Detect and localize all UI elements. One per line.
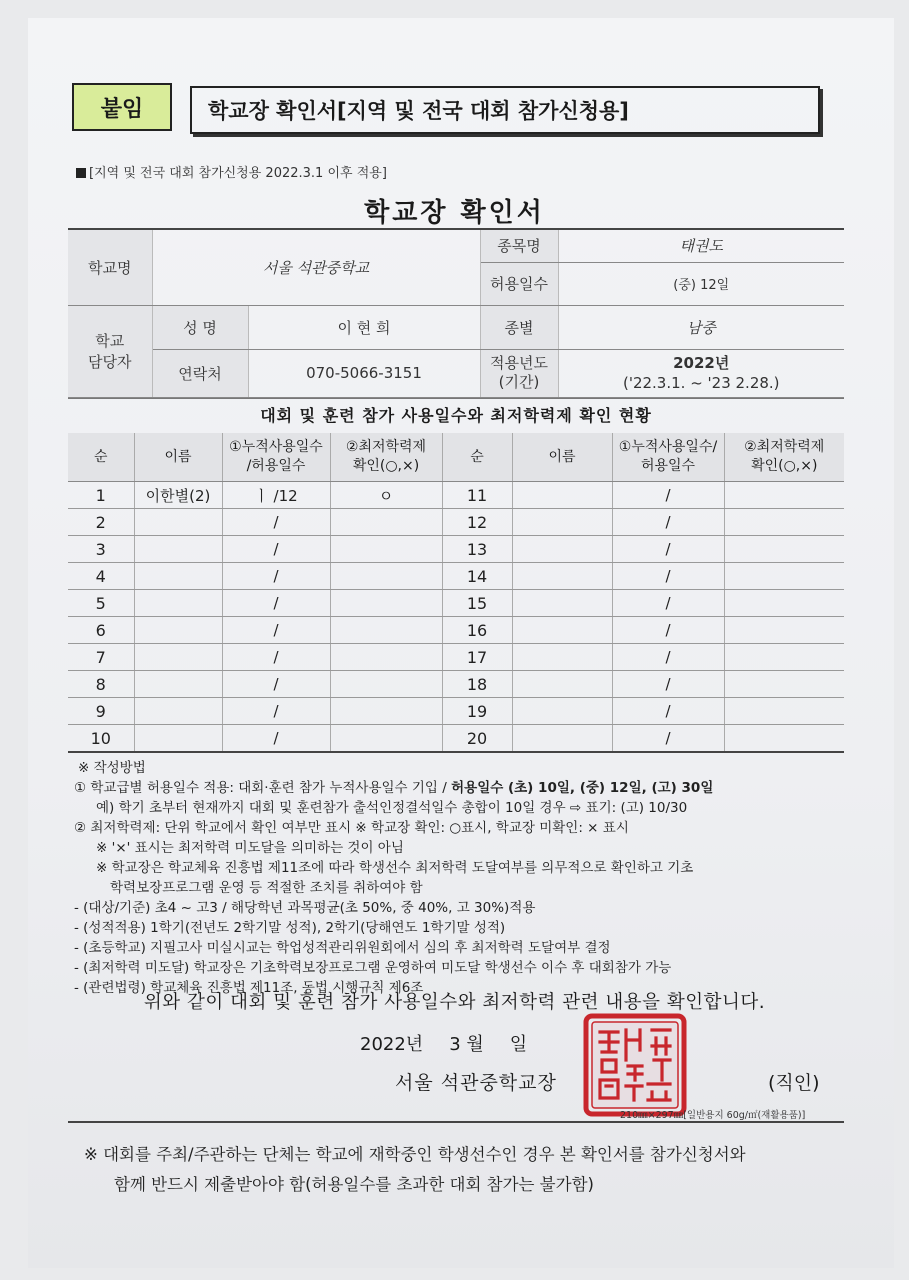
stamp-label: (직인) (768, 1072, 820, 1094)
row-min-check (330, 617, 442, 644)
row-name-2 (512, 671, 612, 698)
row-number: 1 (68, 482, 134, 509)
row-min-check-2 (724, 698, 844, 725)
row-number-2: 15 (442, 590, 512, 617)
guide-line-9: - (관련법령) 학교체육 진흥법 제11조, 동법 시행규칙 제6조 (74, 980, 424, 996)
row-days: / (222, 644, 330, 671)
row-min-check (330, 509, 442, 536)
row-min-check-2 (724, 725, 844, 753)
contact-label: 연락처 (152, 349, 248, 397)
row-number: 9 (68, 698, 134, 725)
col-seq-2: 순 (442, 433, 512, 482)
row-days: / (222, 617, 330, 644)
row-min-check (330, 671, 442, 698)
school-principal-sign: 서울 석관중학교장 (395, 1072, 557, 1094)
guide-line-5: - (대상/기준) 초4 ~ 고3 / 해당학년 과목평균(초 50%, 중 40%, 고 30%)적용 (74, 900, 536, 916)
row-min-check-2 (724, 617, 844, 644)
row-days: / (222, 698, 330, 725)
table-row (68, 698, 844, 725)
guide-line-4: ※ 학교장은 학교체육 진흥법 제11조에 따라 학생선수 최저학력 도달여부를 의무적으로 확인하고 기초 (96, 860, 694, 876)
row-days: / (222, 536, 330, 563)
row-days: / (222, 725, 330, 753)
row-number: 8 (68, 671, 134, 698)
row-name-2 (512, 644, 612, 671)
row-name-2 (512, 536, 612, 563)
year-label: 적용년도 (기간) (480, 349, 558, 397)
contact-value: 070-5066-3151 (248, 349, 480, 397)
row-min-check-2 (724, 482, 844, 509)
row-days: / (222, 563, 330, 590)
roster-body (68, 482, 844, 753)
row-name-2 (512, 563, 612, 590)
row-number-2: 14 (442, 563, 512, 590)
guide-line-3: ※ '×' 표시는 최저학력 미도달을 의미하는 것이 아님 (96, 840, 404, 856)
table-row (68, 590, 844, 617)
manager-label: 학교 담당자 (68, 305, 152, 397)
row-days: / (222, 671, 330, 698)
row-days-2: / (612, 563, 724, 590)
row-min-check (330, 563, 442, 590)
gender-label: 종별 (480, 305, 558, 349)
row-number: 2 (68, 509, 134, 536)
table-row (68, 671, 844, 698)
guide-line-1: ① 학교급별 허용일수 적용: 대회·훈련 참가 누적사용일수 기입 / 허용일수 (초) 10일, (중) 12일, (고) 30일 (74, 780, 714, 796)
school-label: 학교명 (68, 229, 152, 305)
confirmation-statement: 위와 같이 대회 및 훈련 참가 사용일수와 최저학력 관련 내용을 확인합니다. (143, 992, 766, 1013)
event-label: 종목명 (480, 229, 558, 262)
col-seq: 순 (68, 433, 134, 482)
guide-line-1-example: 예) 학기 초부터 현재까지 대회 및 훈련참가 출석인정결석일수 총합이 10일 경우 ⇨ 표기: (고) 10/30 (96, 800, 688, 816)
row-number-2: 20 (442, 725, 512, 753)
row-number: 10 (68, 725, 134, 753)
table-row (68, 482, 844, 509)
row-name-2 (512, 698, 612, 725)
row-days: / (222, 509, 330, 536)
row-name (134, 698, 222, 725)
row-number: 7 (68, 644, 134, 671)
row-days-2: / (612, 590, 724, 617)
row-days-2: / (612, 644, 724, 671)
guide-line-7: - (초등학교) 지필고사 미실시교는 학업성적관리위원회에서 심의 후 최저학력 도달여부 결정 (74, 940, 611, 956)
col-days-2: ①누적사용일수/ 허용일수 (612, 433, 724, 482)
row-min-check (330, 590, 442, 617)
row-number-2: 12 (442, 509, 512, 536)
row-days-2: / (612, 509, 724, 536)
school-value: 서울 석관중학교 (152, 229, 480, 305)
row-days-2: / (612, 725, 724, 753)
row-name (134, 644, 222, 671)
table-row (68, 563, 844, 590)
row-min-check-2 (724, 644, 844, 671)
row-name-2 (512, 482, 612, 509)
row-days-2: / (612, 536, 724, 563)
guide-line-2: ② 최저학력제: 단위 학교에서 확인 여부만 표시 ※ 학교장 확인: ○표시, 학교장 미확인: × 표시 (74, 820, 629, 836)
row-name-2 (512, 617, 612, 644)
bottom-divider (68, 1121, 844, 1123)
col-min: ②최저학력제 확인(○,×) (330, 433, 442, 482)
square-bullet-icon (76, 168, 86, 178)
row-name (134, 725, 222, 753)
roster-table (68, 433, 844, 753)
sign-date: 2022년 3 월 일 (360, 1034, 528, 1055)
row-min-check-2 (724, 509, 844, 536)
row-name (134, 671, 222, 698)
row-name (134, 509, 222, 536)
header-title: 학교장 확인서[지역 및 전국 대회 참가신청용] (190, 86, 820, 134)
name-value: 이 현 희 (248, 305, 480, 349)
row-number-2: 17 (442, 644, 512, 671)
row-number: 3 (68, 536, 134, 563)
guide-line-8: - (최저학력 미도달) 학교장은 기초학력보장프로그램 운영하여 미도달 학생선수 이수 후 대회참가 가능 (74, 960, 672, 976)
row-days: / (222, 590, 330, 617)
document-title: 학교장 확인서 (364, 198, 545, 228)
col-name: 이름 (134, 433, 222, 482)
row-name (134, 617, 222, 644)
applicability-note: [지역 및 전국 대회 참가신청용 2022.3.1 이후 적용] (76, 162, 387, 181)
row-min-check (330, 536, 442, 563)
table-row (68, 644, 844, 671)
row-name (134, 536, 222, 563)
row-number-2: 13 (442, 536, 512, 563)
row-days-2: / (612, 617, 724, 644)
row-number: 4 (68, 563, 134, 590)
table-row (68, 536, 844, 563)
col-days: ①누적사용일수 /허용일수 (222, 433, 330, 482)
row-days-2: / (612, 482, 724, 509)
writing-guide (74, 758, 854, 998)
guide-title: ※ 작성방법 (78, 760, 146, 776)
col-name-2: 이름 (512, 433, 612, 482)
row-days-2: / (612, 671, 724, 698)
year-value: 2022년 ('22.3.1. ~ '23 2.28.) (558, 349, 844, 397)
guide-line-4b: 학력보장프로그램 운영 등 적절한 조치를 취하여야 함 (110, 880, 423, 896)
table-row (68, 509, 844, 536)
row-min-check: ㅇ (330, 482, 442, 509)
row-name (134, 590, 222, 617)
row-min-check (330, 698, 442, 725)
info-table (68, 228, 844, 398)
row-number: 6 (68, 617, 134, 644)
row-number-2: 18 (442, 671, 512, 698)
name-label: 성 명 (152, 305, 248, 349)
attachment-badge: 붙임 (72, 83, 172, 131)
row-name-2 (512, 509, 612, 536)
row-number-2: 11 (442, 482, 512, 509)
row-name (134, 563, 222, 590)
official-seal-icon (582, 1012, 688, 1118)
event-value: 태권도 (558, 229, 844, 262)
row-min-check-2 (724, 536, 844, 563)
row-days-2: / (612, 698, 724, 725)
row-min-check-2 (724, 671, 844, 698)
row-min-check-2 (724, 563, 844, 590)
row-min-check-2 (724, 590, 844, 617)
table-row (68, 725, 844, 753)
row-min-check (330, 725, 442, 753)
row-days: ㅣ /12 (222, 482, 330, 509)
footer-note: ※ 대회를 주최/주관하는 단체는 학교에 재학중인 학생선수인 경우 본 확인서를 참가신청서와 함께 반드시 제출받아야 함(허용일수를 초과한 대회 참가는 불가함) (84, 1145, 746, 1194)
days-value: (중) 12일 (558, 262, 844, 305)
table-row (68, 617, 844, 644)
row-name: 이한별(2) (134, 482, 222, 509)
days-label: 허용일수 (480, 262, 558, 305)
row-number: 5 (68, 590, 134, 617)
row-name-2 (512, 725, 612, 753)
section-title: 대회 및 훈련 참가 사용일수와 최저학력제 확인 현황 (68, 398, 844, 435)
paper-size-note: 210㎜×297㎜[일반용지 60g/㎡(재활용품)] (620, 1110, 806, 1121)
row-name-2 (512, 590, 612, 617)
row-number-2: 19 (442, 698, 512, 725)
guide-line-6: - (성적적용) 1학기(전년도 2학기말 성적), 2학기(당해연도 1학기말 성적) (74, 920, 506, 936)
col-min-2: ②최저학력제 확인(○,×) (724, 433, 844, 482)
row-min-check (330, 644, 442, 671)
gender-value: 남중 (558, 305, 844, 349)
row-number-2: 16 (442, 617, 512, 644)
